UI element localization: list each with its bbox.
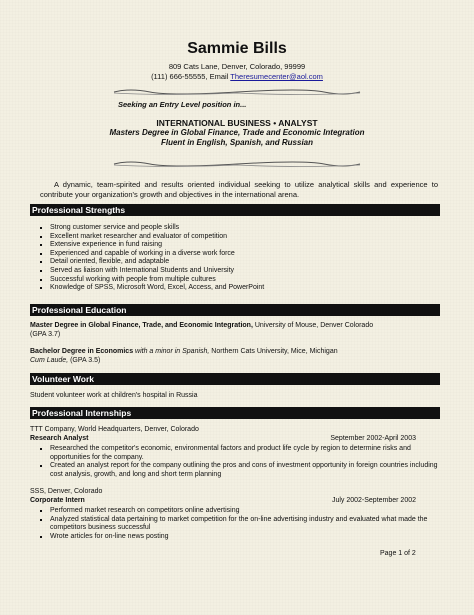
- degree-title: Master Degree in Global Finance, Trade, and Economic Integration,: [30, 322, 253, 329]
- objective-degree: Masters Degree in Global Finance, Trade and Economic Integration: [109, 128, 365, 137]
- degree-title: Bachelor Degree in Economics: [30, 348, 134, 355]
- minor-text: with a minor in Spanish,: [133, 348, 210, 355]
- list-item: ▪ Extensive experience in fund raising: [50, 241, 450, 250]
- school-text: Northern Cats University, Mice, Michigan: [209, 348, 338, 355]
- gpa-text: (GPA 3.5): [68, 356, 101, 364]
- phone-text: (111) 666-55555, Email: [151, 72, 231, 81]
- seeking-line: Seeking an Entry Level position in...: [118, 100, 247, 109]
- section-header-education: Professional Education: [30, 304, 440, 316]
- list-item: ▪ Served as liaison with International Students and University: [50, 267, 450, 276]
- contact-block: [0, 62, 474, 82]
- school-text: University of Mouse, Denver Colorado: [252, 322, 374, 329]
- list-item: ▪ Experienced and capable of working in a diverse work force: [50, 250, 450, 259]
- section-header-strengths: Professional Strengths: [30, 204, 440, 216]
- job-dates: September 2002-April 2003: [330, 435, 416, 442]
- list-item: ▪ Created an analyst report for the company outlining the pros and cons of investment opportunity in foreign countries including cost analysis, growth, and long and short term planning: [50, 462, 450, 479]
- section-header-volunteer: Volunteer Work: [30, 373, 440, 385]
- list-item: ▪ Researched the competitor's economic, environmental factors and product life cycle by region to determine risks and opportunities for the company.: [50, 445, 450, 462]
- list-item: ▪ Wrote articles for on-line news posting: [50, 533, 450, 542]
- volunteer-text: Student volunteer work at children's hospital in Russia: [30, 392, 198, 399]
- objective-languages: Fluent in English, Spanish, and Russian: [160, 138, 313, 147]
- list-item: ▪ Analyzed statistical data pertaining to market competition for the on-line advertising industry and evaluated what made the competitors business successful: [50, 516, 450, 533]
- list-item: ▪ Performed market research on competitors online advertising: [50, 507, 450, 516]
- section-header-internships: Professional Internships: [30, 407, 440, 419]
- internship-1-bullets: [30, 445, 450, 479]
- internship-1-company: TTT Company, World Headquarters, Denver, Colorado: [30, 426, 199, 433]
- page-number: Page 1 of 2: [380, 550, 416, 557]
- job-dates: July 2002-September 2002: [331, 497, 416, 504]
- phone-email-line: [0, 72, 474, 82]
- email-link[interactable]: Theresumecenter@aol.com: [230, 72, 323, 81]
- internship-2-title-row: [30, 497, 416, 506]
- divider-swirl-bottom: [110, 160, 364, 168]
- candidate-name: Sammie Bills: [187, 40, 287, 57]
- summary-paragraph: A dynamic, team-spirited and results oriented individual seeking to utilize analytical skills and experience to contribute your organization's growth and objectives in the international arena.: [40, 180, 438, 199]
- list-item: ▪ Excellent market researcher and evaluator of competition: [50, 233, 450, 242]
- list-item: ▪ Detail oriented, flexible, and adaptable: [50, 258, 450, 267]
- education-entry-1: [30, 322, 440, 339]
- job-title: Research Analyst: [30, 435, 89, 442]
- strengths-list: [30, 224, 450, 293]
- internship-2-company: SSS, Denver, Colorado: [30, 488, 103, 495]
- honors-text: Cum Laude,: [30, 356, 69, 364]
- objective-title: INTERNATIONAL BUSINESS • ANALYST: [156, 118, 318, 128]
- list-item: ▪ Successful working with people from multiple cultures: [50, 276, 450, 285]
- education-entry-2: [30, 348, 440, 365]
- internship-1-title-row: [30, 435, 416, 444]
- divider-swirl-top: [110, 88, 364, 96]
- internship-2-bullets: [30, 507, 450, 541]
- list-item: ▪ Strong customer service and people skills: [50, 224, 450, 233]
- gpa-text: (GPA 3.7): [30, 330, 61, 338]
- objective-block: [0, 118, 474, 148]
- address-line: 809 Cats Lane, Denver, Colorado, 99999: [168, 62, 306, 71]
- list-item: ▪ Knowledge of SPSS, Microsoft Word, Excel, Access, and PowerPoint: [50, 284, 450, 293]
- job-title: Corporate Intern: [30, 497, 85, 504]
